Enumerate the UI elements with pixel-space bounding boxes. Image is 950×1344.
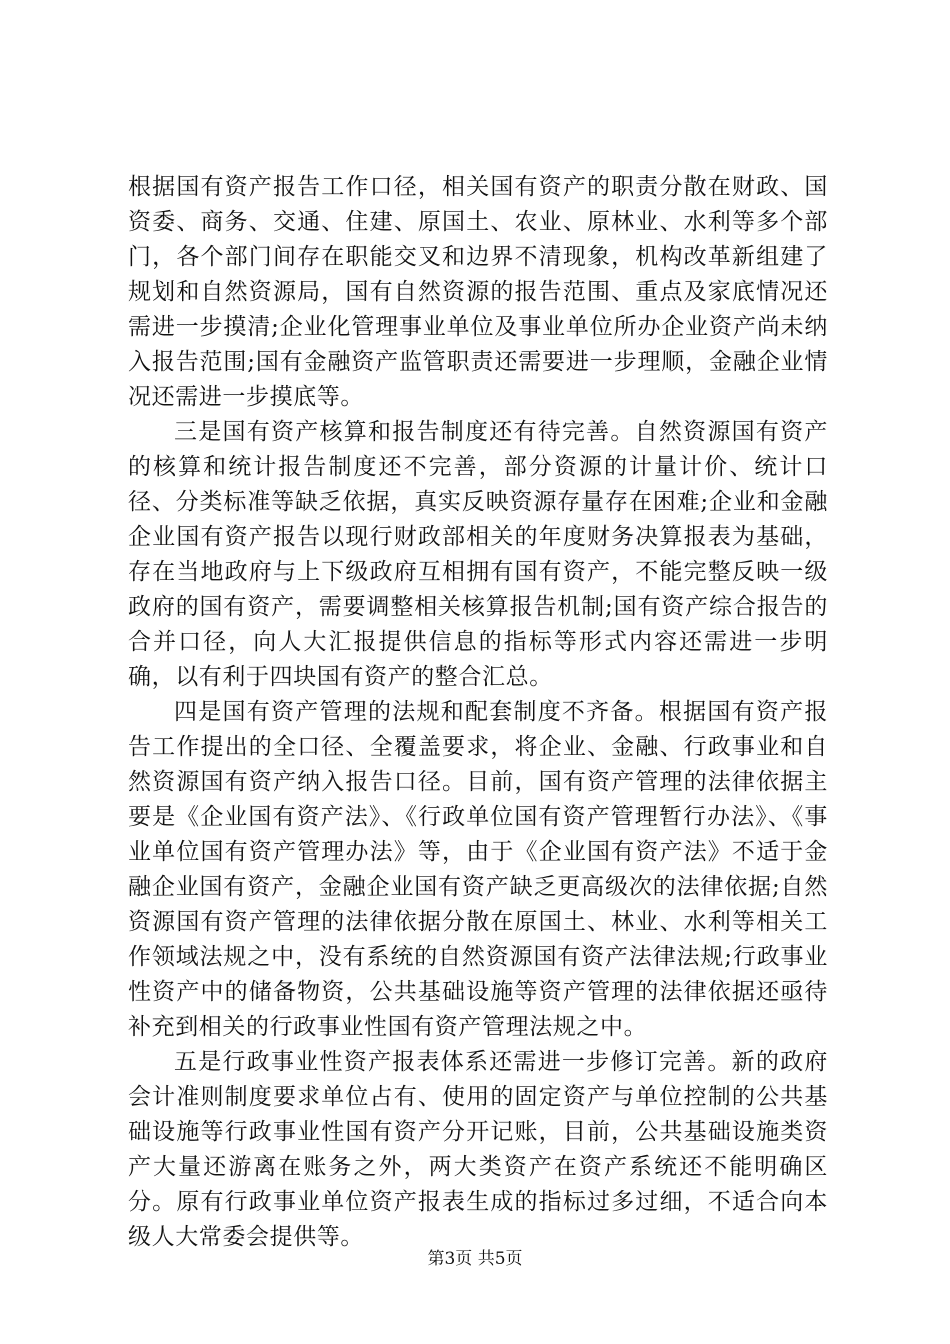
paragraph-point-four: 四是国有资产管理的法规和配套制度不齐备。根据国有资产报告工作提出的全口径、全覆盖要求，将企业、金融、行政事业和自然资源国有资产纳入报告口径。目前，国有资产管理的法律依据主要是《企业国有资产法》、《行政单位国有资产管理暂行办法》、《事业单位国有资产管理办法》等，由于《企业国有资产法》不适于金融企业国有资产，金融企业国有资产缺乏更高级次的法律依据;自然资源国有资产管理的法律依据分散在原国土、林业、水利等相关工作领域法规之中，没有系统的自然资源国有资产法律法规;行政事业性资产中的储备物资，公共基础设施等资产管理的法律依据还亟待补充到相关的行政事业性国有资产管理法规之中。 (128, 699, 828, 1040)
paragraph-point-three: 三是国有资产核算和报告制度还有待完善。自然资源国有资产的核算和统计报告制度还不完善，部分资源的计量计价、统计口径、分类标准等缺乏依据，真实反映资源存量存在困难;企业和金融企业国有资产报告以现行财政部相关的年度财务决算报表为基础，存在当地政府与上下级政府互相拥有国有资产，不能完整反映一级政府的国有资产，需要调整相关核算报告机制;国有资产综合报告的合并口径，向人大汇报提供信息的指标等形式内容还需进一步明确，以有利于四块国有资产的整合汇总。 (128, 419, 828, 690)
page-number-footer: 第3页 共5页 (427, 1249, 523, 1269)
document-body (128, 170, 828, 1255)
paragraph-continuation: 根据国有资产报告工作口径，相关国有资产的职责分散在财政、国资委、商务、交通、住建、原国土、农业、原林业、水利等多个部门，各个部门间存在职能交叉和边界不清现象，机构改革新组建了规划和自然资源局，国有自然资源的报告范围、重点及家底情况还需进一步摸清;企业化管理事业单位及事业单位所办企业资产尚未纳入报告范围;国有金融资产监管职责还需要进一步理顺，金融企业情况还需进一步摸底等。 (128, 174, 828, 410)
paragraph-point-five: 五是行政事业性资产报表体系还需进一步修订完善。新的政府会计准则制度要求单位占有、使用的固定资产与单位控制的公共基础设施等行政事业性国有资产分开记账，目前，公共基础设施类资产大量还游离在账务之外，两大类资产在资产系统还不能明确区分。原有行政事业单位资产报表生成的指标过多过细，不适合向本级人大常委会提供等。 (128, 1049, 828, 1250)
